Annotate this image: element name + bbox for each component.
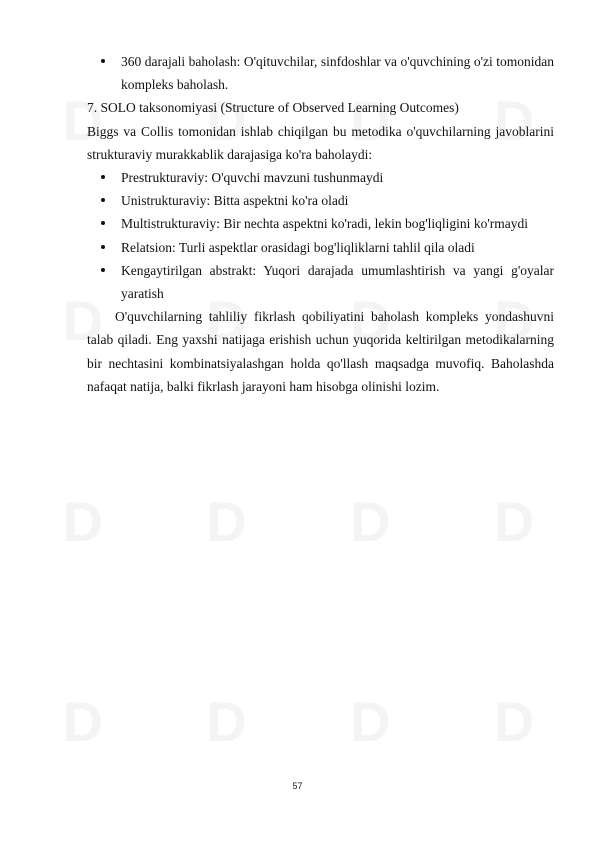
bullet-icon xyxy=(101,175,105,179)
list-item xyxy=(87,259,554,305)
list-item xyxy=(87,236,554,259)
list-item-text: Relatsion: Turli aspektlar orasidagi bog'liqliklarni tahlil qila oladi xyxy=(121,239,475,255)
list-item-text: Unistrukturaviy: Bitta aspektni ko'ra oladi xyxy=(121,193,349,209)
bullet-icon xyxy=(101,59,105,63)
bullet-icon xyxy=(101,245,105,249)
bullet-icon xyxy=(101,221,105,225)
list-item xyxy=(87,166,554,189)
document-page xyxy=(87,50,554,398)
bullet-icon xyxy=(101,198,105,202)
list-item-text: Multistrukturaviy: Bir nechta aspektni ko'radi, lekin bog'liqligini ko'rmaydi xyxy=(121,216,528,232)
section-heading: 7. SOLO taksonomiyasi (Structure of Observed Learning Outcomes) xyxy=(87,100,459,116)
list-item-text: Kengaytirilgan abstrakt: Yuqori darajada umumlashtirish va yangi g'oyalar yaratish xyxy=(121,262,554,302)
bullet-icon xyxy=(101,268,105,272)
page-number: 57 xyxy=(292,781,303,791)
list-item-text: 360 darajali baholash: O'qituvchilar, sinfdoshlar va o'quvchining o'zi tomonidan kompleks baholash. xyxy=(121,54,554,93)
list-item xyxy=(87,212,554,235)
conclusion-paragraph: O'quvchilarning tahliliy fikrlash qobiliyatini baholash kompleks yondashuvni talab qiladi. Eng yaxshi natijaga erishish uchun yuqorida keltirilgan metodikalarning bir nechtasini kombinatsiyalashgan holda qo'llash maqsadga muvofiq. Baholashda nafaqat natija, balki fikrlash jarayoni ham hisobga olinishi lozim. xyxy=(87,309,554,394)
list-item xyxy=(87,189,554,212)
list-item-text: Prestrukturaviy: O'quvchi mavzuni tushunmaydi xyxy=(121,170,384,186)
list-item xyxy=(87,50,554,96)
solo-levels-list xyxy=(87,166,554,305)
section-intro: Biggs va Collis tomonidan ishlab chiqilgan bu metodika o'quvchilarning javoblarini strukturaviy murakkablik darajasiga ko'ra baholaydi: xyxy=(87,123,554,162)
previous-bullet-list xyxy=(87,50,554,96)
